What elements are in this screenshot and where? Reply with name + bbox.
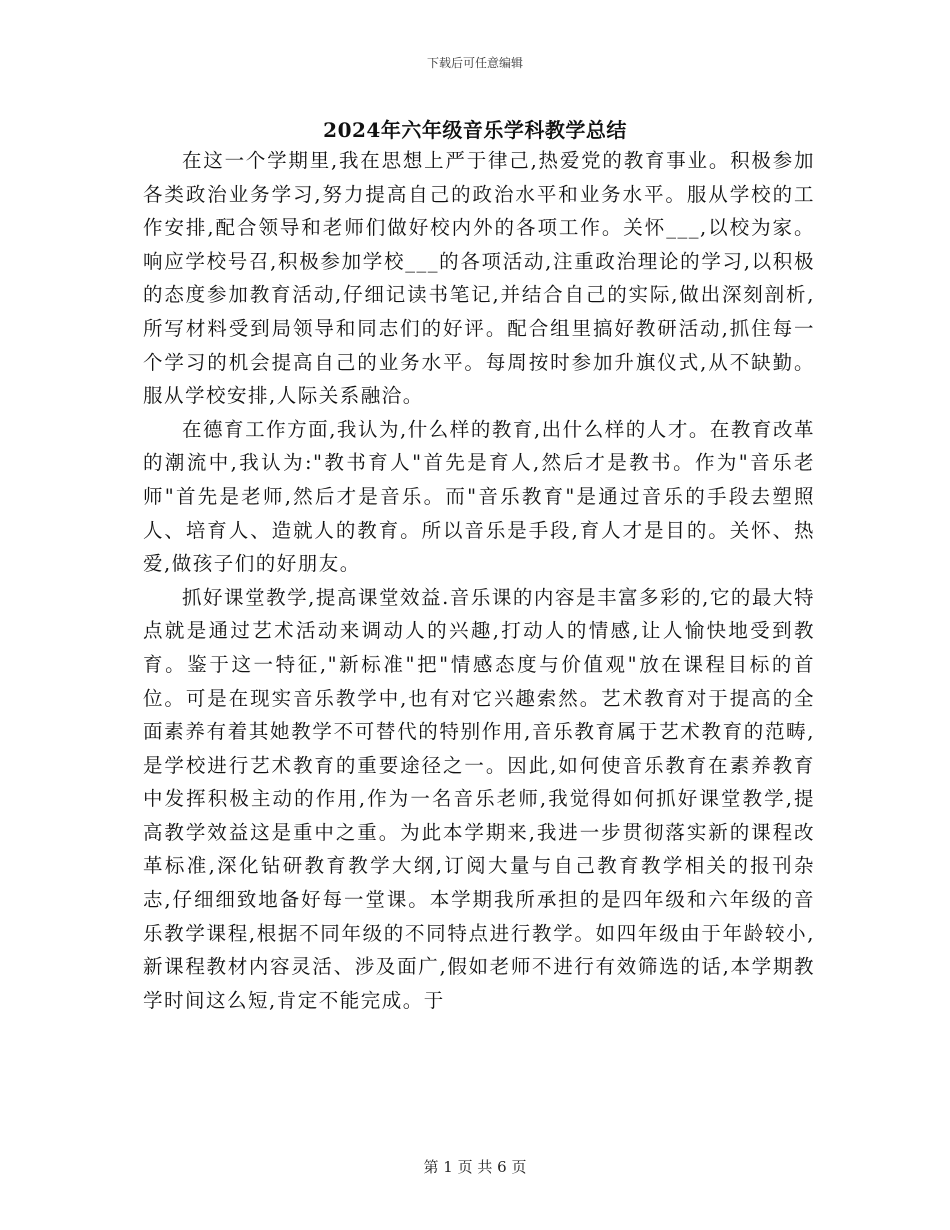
paragraph-moral-education: 在德育工作方面,我认为,什么样的教育,出什么样的人才。在教育改革的潮流中,我认为:"教书育人"首先是育人,然后才是教书。作为"音乐老师"首先是老师,然后才是音乐。而"音乐教育"是通过音乐的手段去塑照人、培育人、造就人的教育。所以音乐是手段,育人才是目的。关怀、热爱,做孩子们的好朋友。: [143, 417, 815, 576]
page-header-note: 下载后可任意编辑: [426, 56, 523, 70]
page-number: 第 1 页 共 6 页: [423, 1158, 527, 1176]
document-title: 2024年六年级音乐学科教学总结: [323, 118, 627, 142]
paragraph-classroom-teaching: 抓好课堂教学,提高课堂效益.音乐课的内容是丰富多彩的,它的最大特点就是通过艺术活动来调动人的兴趣,打动人的情感,让人愉快地受到教育。鉴于这一特征,"新标准"把"情感态度与价值观"放在课程目标的首位。可是在现实音乐教学中,也有对它兴趣索然。艺术教育对于提高的全面素养有着其她教学不可替代的特别作用,音乐教育属于艺术教育的范畴,是学校进行艺术教育的重要途径之一。因此,如何使音乐教育在素养教育中发挥积极主动的作用,作为一名音乐老师,我觉得如何抓好课堂教学,提高教学效益这是重中之重。为此本学期来,我进一步贯彻落实新的课程改革标准,深化钻研教育教学大纲,订阅大量与自己教育教学相关的报刊杂志,仔细细致地备好每一堂课。本学期我所承担的是四年级和六年级的音乐教学课程,根据不同年级的不同特点进行教学。如四年级由于年龄较小,新课程教材内容灵活、涉及面广,假如老师不进行有效筛选的话,本学期教学时间这么短,肯定不能完成。于: [143, 585, 815, 1012]
paragraph-political-study: 在这一个学期里,我在思想上严于律己,热爱党的教育事业。积极参加各类政治业务学习,努力提高自己的政治水平和业务水平。服从学校的工作安排,配合领导和老师们做好校内外的各项工作。关怀___,以校为家。响应学校号召,积极参加学校___的各项活动,注重政治理论的学习,以积极的态度参加教育活动,仔细记读书笔记,并结合自己的实际,做出深刻剖析,所写材料受到局领导和同志们的好评。配合组里搞好教研活动,抓住每一个学习的机会提高自己的业务水平。每周按时参加升旗仪式,从不缺勤。服从学校安排,人际关系融洽。: [143, 149, 815, 408]
document-body: [143, 144, 815, 1017]
